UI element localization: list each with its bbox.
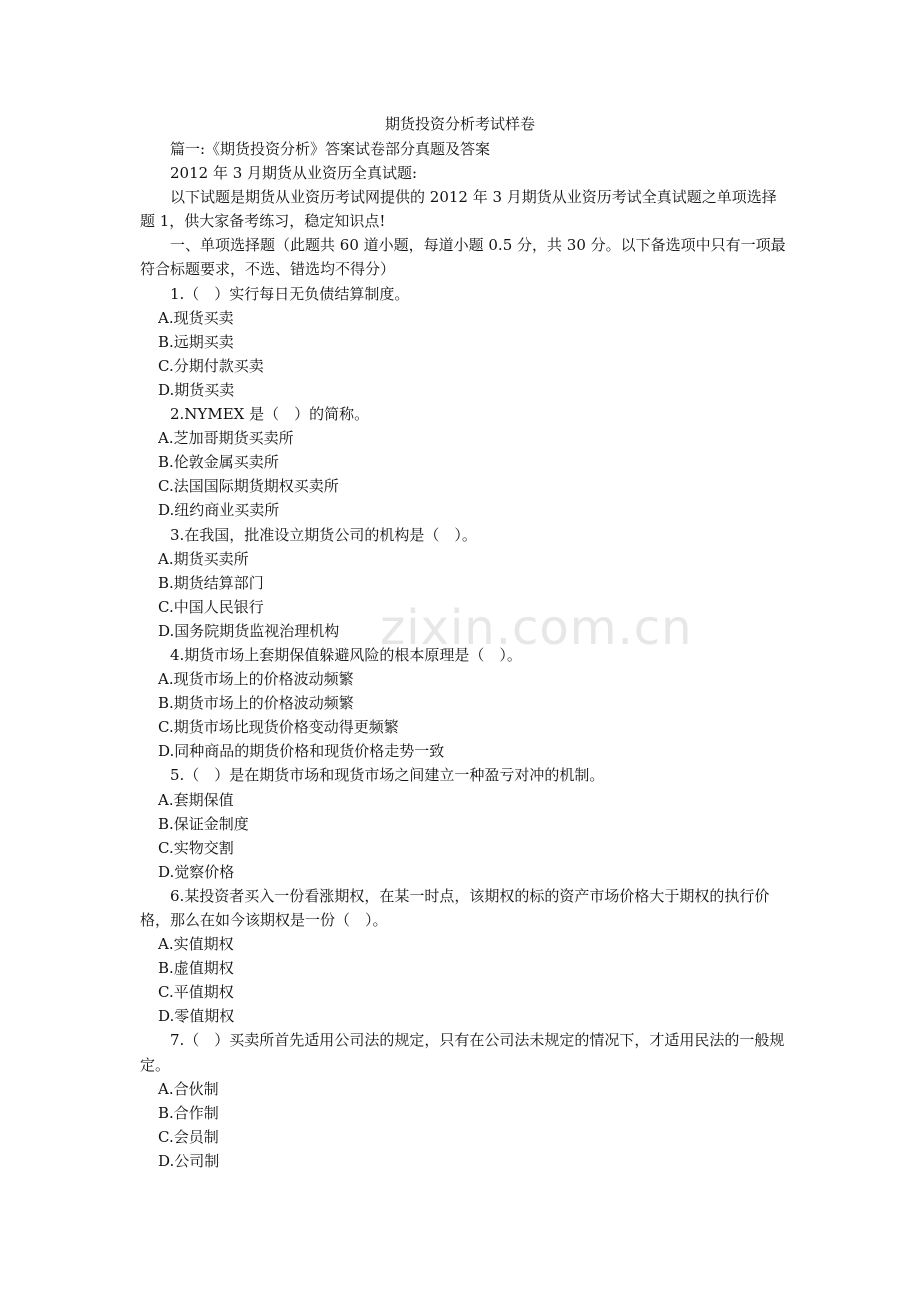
answer-option: D.国务院期货监视治理机构	[158, 621, 340, 640]
answer-option: A.合伙制	[158, 1079, 219, 1098]
paragraph-line: 7.（ ）买卖所首先适用公司法的规定，只有在公司法未规定的情况下，才适用民法的一般规定。	[140, 1031, 785, 1074]
answer-option: B.保证金制度	[158, 814, 249, 833]
paragraph-line: 3.在我国，批准设立期货公司的机构是（ ）。	[170, 525, 477, 544]
answer-option: C.期货市场比现货价格变动得更频繁	[158, 718, 399, 737]
answer-option: B.期货市场上的价格波动频繁	[158, 694, 354, 713]
answer-option: A.实值期权	[158, 935, 234, 954]
answer-option: D.公司制	[158, 1151, 220, 1170]
paragraph-line: 5.（ ）是在期货市场和现货市场之间建立一种盈亏对冲的机制。	[170, 766, 605, 785]
answer-option: A.期货买卖所	[158, 549, 249, 568]
answer-option: A.芝加哥期货买卖所	[158, 429, 294, 448]
paragraph-line: 1.（ ）实行每日无负债结算制度。	[170, 284, 410, 303]
answer-option: C.分期付款买卖	[158, 356, 264, 375]
answer-option: D.纽约商业买卖所	[158, 501, 280, 520]
paragraph-line: 以下试题是期货从业资历考试网提供的 2012 年 3 月期货从业资历考试全真试题之单项选择题 1，供大家备考练习，稳定知识点!	[140, 188, 777, 231]
answer-option: B.合作制	[158, 1103, 219, 1122]
answer-option: D.零值期权	[158, 1007, 235, 1026]
answer-option: A.现货买卖	[158, 308, 234, 327]
answer-option: C.中国人民银行	[158, 597, 264, 616]
answer-option: B.虚值期权	[158, 959, 234, 978]
answer-option: B.远期买卖	[158, 332, 234, 351]
answer-option: D.觉察价格	[158, 862, 235, 881]
paragraph-line: 6.某投资者买入一份看涨期权，在某一时点，该期权的标的资产市场价格大于期权的执行价格，那么在如今该期权是一份（ ）。	[140, 886, 770, 929]
answer-option: C.实物交割	[158, 838, 234, 857]
document-body	[140, 137, 790, 1173]
answer-option: A.现货市场上的价格波动频繁	[158, 670, 354, 689]
answer-option: D.同种商品的期货价格和现货价格走势一致	[158, 742, 445, 761]
answer-option: B.伦敦金属买卖所	[158, 453, 279, 472]
answer-option: B.期货结算部门	[158, 573, 264, 592]
paragraph-line: 一、单项选择题（此题共 60 道小题，每道小题 0.5 分，共 30 分。以下备选项中只有一项最符合标题要求，不选、错选均不得分）	[140, 236, 786, 279]
paragraph-line: 2012 年 3 月期货从业资历全真试题:	[170, 164, 418, 183]
answer-option: C.会员制	[158, 1127, 219, 1146]
answer-option: C.平值期权	[158, 983, 234, 1002]
paragraph-line: 2.NYMEX 是（ ）的简称。	[170, 405, 370, 424]
paragraph-line: 4.期货市场上套期保值躲避风险的根本原理是（ ）。	[170, 645, 522, 664]
answer-option: C.法国国际期货期权买卖所	[158, 477, 339, 496]
watermark-text: zixin.com.cn	[380, 600, 693, 656]
paragraph-line: 篇一:《期货投资分析》答案试卷部分真题及答案	[170, 140, 491, 158]
document-title: 期货投资分析考试样卷	[384, 115, 535, 133]
answer-option: A.套期保值	[158, 790, 234, 809]
answer-option: D.期货买卖	[158, 380, 235, 399]
